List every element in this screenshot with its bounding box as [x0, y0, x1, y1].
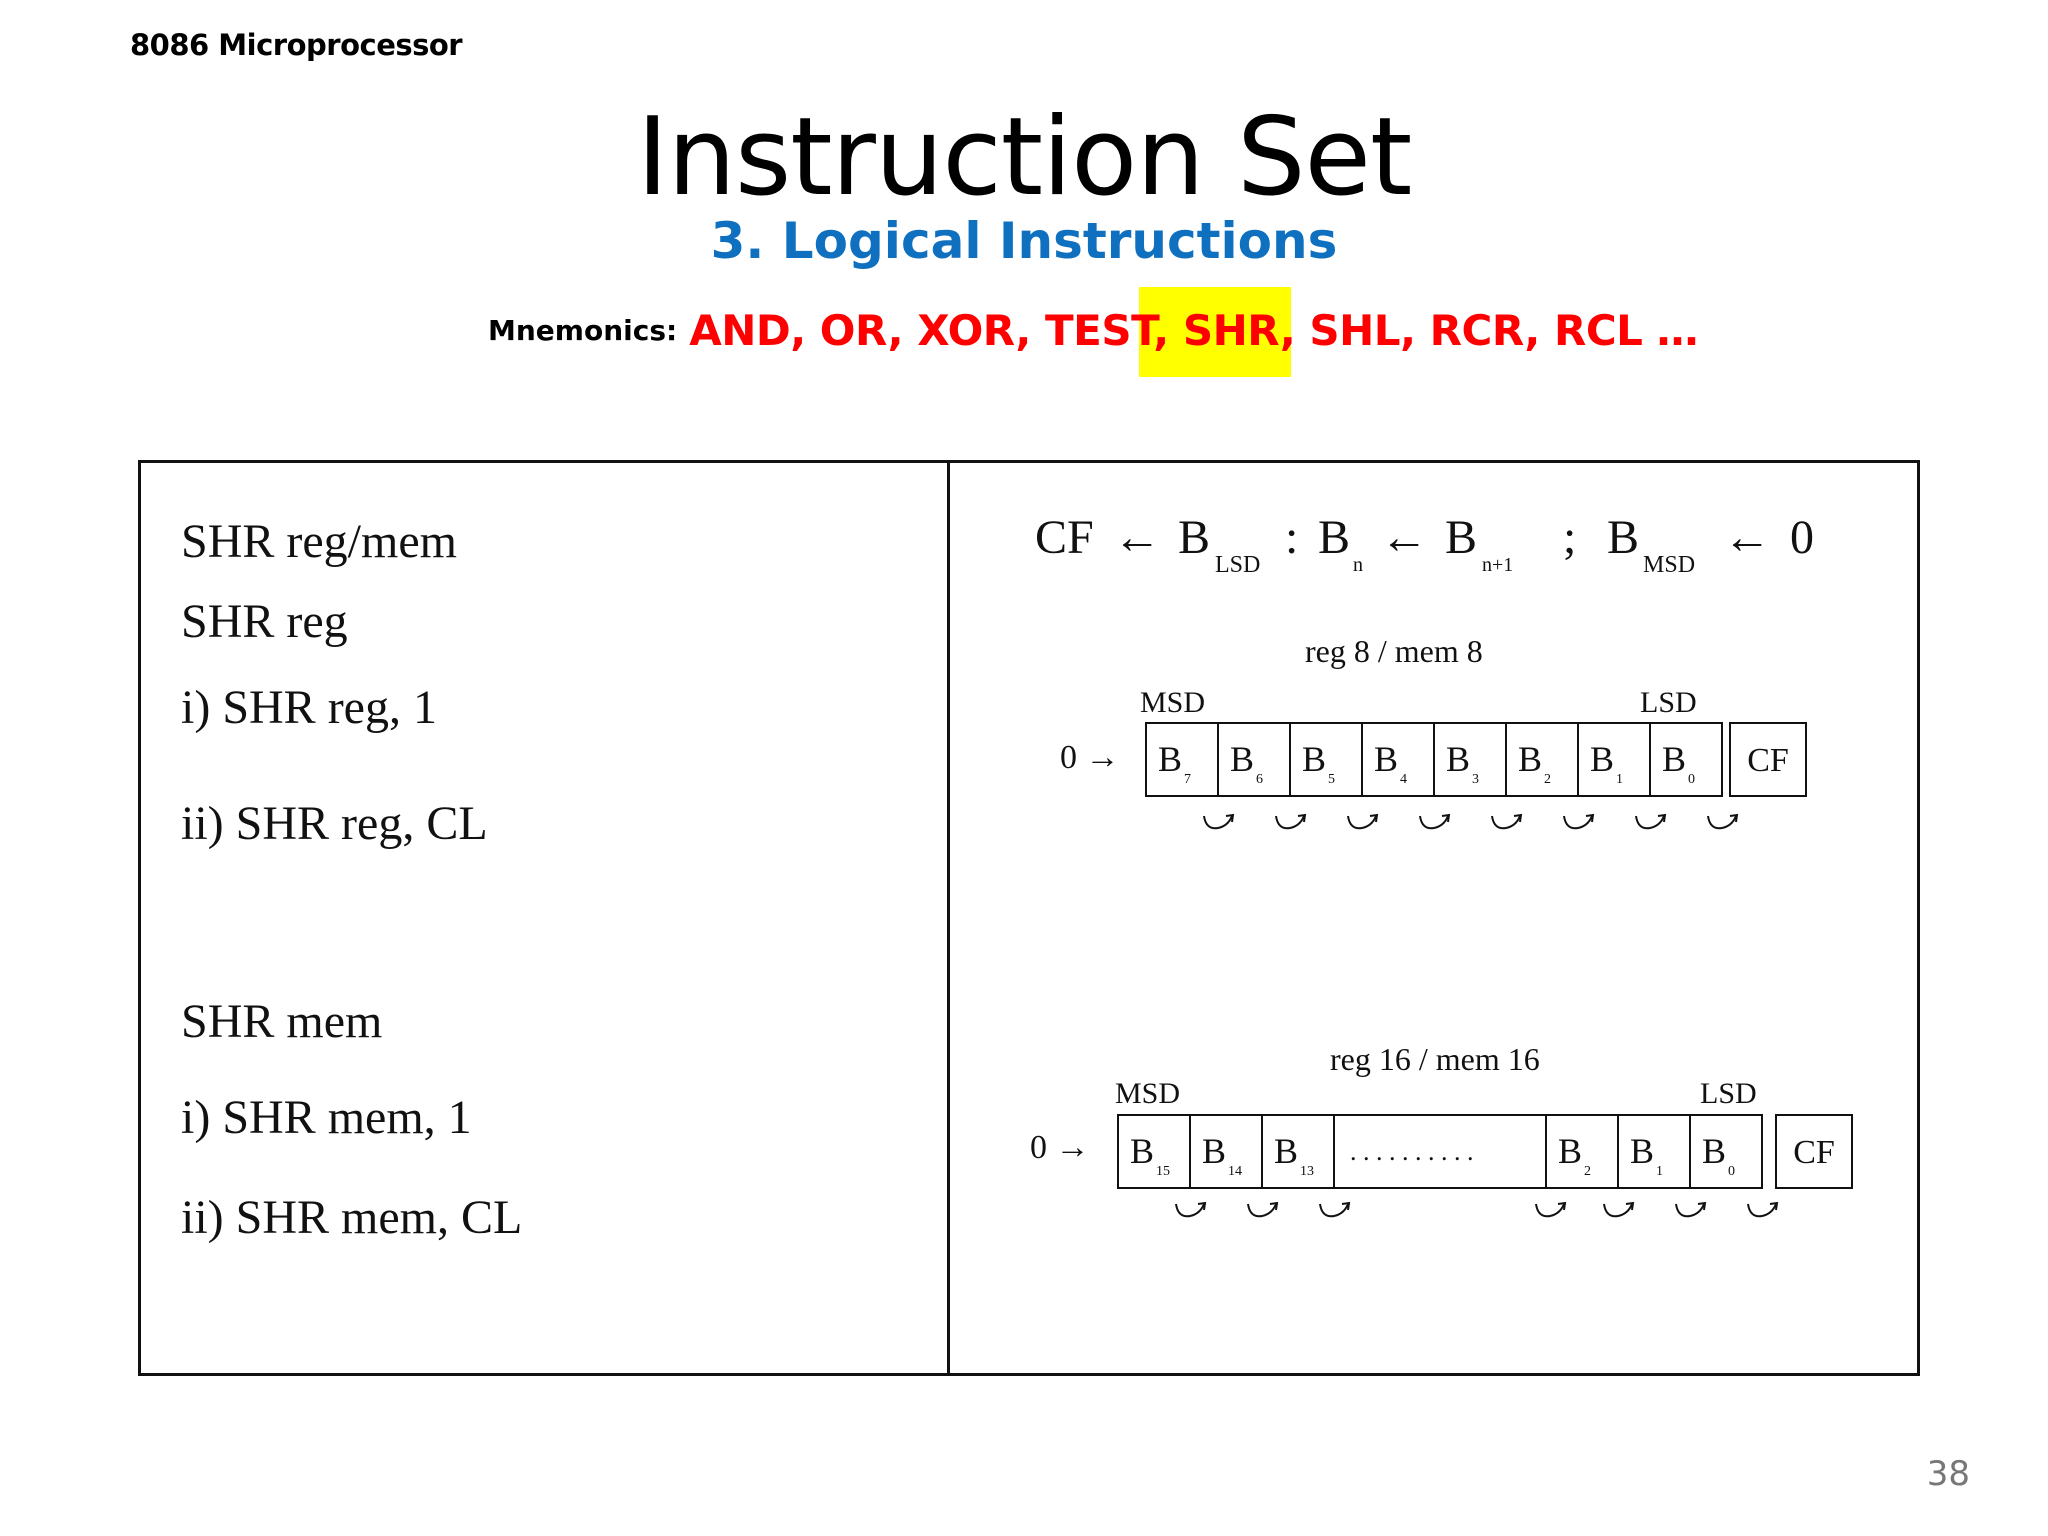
shift-arrow: [1204, 816, 1232, 828]
bit-label: B: [1702, 1131, 1727, 1171]
formula-b: B: [1607, 511, 1640, 564]
shift-arrow: [1492, 816, 1520, 828]
bit-label: B: [1230, 739, 1255, 779]
bit-label: B: [1518, 739, 1543, 779]
shift-arrow: [1176, 1204, 1204, 1216]
shift-arrow: [1276, 816, 1304, 828]
bit-subscript: 6: [1256, 772, 1263, 787]
bit-subscript: 1: [1656, 1164, 1663, 1179]
bit-subscript: 1: [1616, 772, 1623, 787]
bit-label: B: [1558, 1131, 1583, 1171]
bit-label: B: [1302, 739, 1327, 779]
bit-subscript: 14: [1228, 1164, 1242, 1179]
instr-line: ii) SHR reg, CL: [181, 797, 488, 850]
formula-arrow: ←: [1113, 511, 1161, 564]
formula-arrow: ←: [1723, 511, 1771, 564]
formula-lsd: LSD: [1215, 552, 1261, 578]
formula-n: n: [1353, 554, 1363, 576]
bit-label: B: [1202, 1131, 1227, 1171]
formula-b: B: [1445, 511, 1478, 564]
instr-line: SHR reg/mem: [181, 515, 457, 568]
bit-label: B: [1446, 739, 1471, 779]
shift-arrow: [1420, 816, 1448, 828]
ellipsis-label: . . . . . . . . . .: [1350, 1137, 1474, 1166]
bit-label: B: [1662, 739, 1687, 779]
bit-subscript: 3: [1472, 772, 1479, 787]
formula-n1: n+1: [1482, 554, 1514, 576]
bit-subscript: 0: [1728, 1164, 1735, 1179]
shift-arrow: [1636, 816, 1664, 828]
diagram16-input-label: 0 →: [1030, 1129, 1090, 1166]
shift-arrow: [1320, 1204, 1348, 1216]
formula-zero: 0: [1790, 511, 1814, 564]
shift-arrow: [1536, 1204, 1564, 1216]
bit-label: B: [1130, 1131, 1155, 1171]
bit-label: B: [1158, 739, 1183, 779]
bit-label: B: [1630, 1131, 1655, 1171]
bit-subscript: 2: [1544, 772, 1551, 787]
bit-subscript: 4: [1400, 772, 1407, 787]
diagram8-caption: reg 8 / mem 8: [1305, 633, 1483, 669]
shift-arrow: [1708, 816, 1736, 828]
mnemonics-label: Mnemonics:: [488, 314, 678, 347]
instr-line: SHR reg: [181, 595, 348, 648]
formula-b: B: [1178, 511, 1211, 564]
instr-line: SHR mem: [181, 995, 383, 1048]
course-label: 8086 Microprocessor: [130, 28, 463, 62]
formula-arrow: ←: [1380, 511, 1428, 564]
carry-flag-label: CF: [1793, 1134, 1835, 1171]
carry-flag-label: CF: [1747, 742, 1789, 779]
shift-arrow: [1564, 816, 1592, 828]
instr-line: i) SHR reg, 1: [181, 681, 437, 734]
formula-sep: ;: [1563, 511, 1577, 564]
shift-arrow: [1748, 1204, 1776, 1216]
mnemonics-list: AND, OR, XOR, TEST, SHR, SHL, RCR, RCL …: [689, 306, 1699, 355]
bit-subscript: 7: [1184, 772, 1191, 787]
formula-cf: CF: [1035, 511, 1094, 564]
diagram8-lsd-label: LSD: [1640, 686, 1697, 719]
bit-subscript: 15: [1156, 1164, 1170, 1179]
shift-arrow: [1348, 816, 1376, 828]
shift-arrow: [1248, 1204, 1276, 1216]
bit-subscript: 5: [1328, 772, 1335, 787]
formula-msd: MSD: [1643, 552, 1696, 578]
shift-arrow: [1604, 1204, 1632, 1216]
diagram8-input-label: 0 →: [1060, 739, 1120, 776]
instr-line: ii) SHR mem, CL: [181, 1191, 523, 1244]
bit-subscript: 2: [1584, 1164, 1591, 1179]
diagram16-lsd-label: LSD: [1700, 1077, 1757, 1110]
bit-subscript: 13: [1300, 1164, 1314, 1179]
slide-title: Instruction Set: [636, 95, 1412, 220]
bit-label: B: [1274, 1131, 1299, 1171]
bit-label: B: [1590, 739, 1615, 779]
page-number: 38: [1926, 1454, 1970, 1494]
bit-subscript: 0: [1688, 772, 1695, 787]
slide-subtitle: 3. Logical Instructions: [710, 212, 1338, 270]
formula-sep: :: [1285, 511, 1299, 564]
diagram16-msd-label: MSD: [1115, 1077, 1181, 1110]
diagram16-caption: reg 16 / mem 16: [1330, 1041, 1540, 1077]
instr-line: i) SHR mem, 1: [181, 1091, 472, 1144]
shift-arrow: [1676, 1204, 1704, 1216]
diagram8-msd-label: MSD: [1140, 686, 1206, 719]
bit-label: B: [1374, 739, 1399, 779]
formula-b: B: [1318, 511, 1351, 564]
